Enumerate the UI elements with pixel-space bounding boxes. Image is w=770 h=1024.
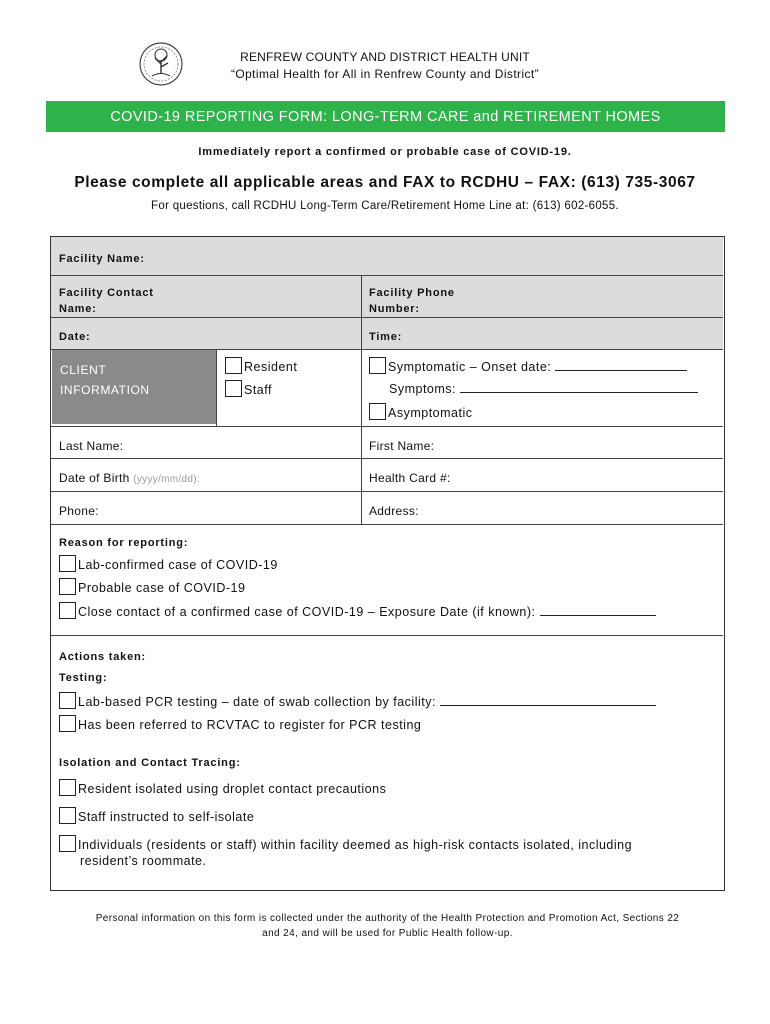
dob-label: Date of Birth (yyyy/mm/dd): xyxy=(59,471,200,485)
testing-pcr[interactable]: Lab-based PCR testing – date of swab collection by facility: xyxy=(59,692,656,709)
resident-option[interactable]: Resident xyxy=(225,357,297,374)
phone-label: Phone: xyxy=(59,504,99,518)
reason-close-contact[interactable]: Close contact of a confirmed case of COVID-19 – Exposure Date (if known): xyxy=(59,602,656,619)
reporting-form xyxy=(50,236,725,891)
org-tagline: “Optimal Health for All in Renfrew County and District” xyxy=(230,67,540,81)
symptoms-field-row: Symptoms: xyxy=(389,382,698,396)
staff-option[interactable]: Staff xyxy=(225,380,272,397)
referred-checkbox[interactable] xyxy=(59,715,76,732)
pcr-testing-checkbox[interactable] xyxy=(59,692,76,709)
dob-format-hint: (yyyy/mm/dd): xyxy=(133,474,200,485)
staff-checkbox[interactable] xyxy=(225,380,242,397)
probable-checkbox[interactable] xyxy=(59,578,76,595)
isolation-high-risk-continued: resident’s roommate. xyxy=(80,854,207,868)
address-label: Address: xyxy=(369,504,419,518)
privacy-footer: Personal information on this form is collected under the authority of the Health Protection and Promotion Act, Sections 22 and 24, and will be used for Public Health follow-up. xyxy=(95,913,680,939)
reason-lab-confirmed[interactable]: Lab-confirmed case of COVID-19 xyxy=(59,555,278,572)
reason-heading: Reason for reporting: xyxy=(59,537,189,549)
date-label: Date: xyxy=(59,331,91,343)
testing-referred[interactable]: Has been referred to RCVTAC to register for PCR testing xyxy=(59,715,421,732)
symptomatic-checkbox[interactable] xyxy=(369,357,386,374)
lab-confirmed-checkbox[interactable] xyxy=(59,555,76,572)
swab-date-field[interactable] xyxy=(440,696,656,706)
staff-self-isolate-checkbox[interactable] xyxy=(59,807,76,824)
isolation-high-risk[interactable]: Individuals (residents or staff) within facility deemed as high-risk contacts isolated, including xyxy=(59,835,632,852)
resident-checkbox[interactable] xyxy=(225,357,242,374)
time-label: Time: xyxy=(369,331,403,343)
last-name-label: Last Name: xyxy=(59,439,124,453)
close-contact-checkbox[interactable] xyxy=(59,602,76,619)
fax-instruction: Please complete all applicable areas and FAX to RCDHU – FAX: (613) 735-3067 xyxy=(74,174,696,191)
facility-phone-label: Facility Phone Number: xyxy=(369,287,455,315)
org-name: RENFREW COUNTY AND DISTRICT HEALTH UNIT xyxy=(240,50,530,64)
health-card-label: Health Card #: xyxy=(369,471,451,485)
facility-name-label: Facility Name: xyxy=(59,253,145,265)
exposure-date-field[interactable] xyxy=(540,606,656,616)
isolation-resident[interactable]: Resident isolated using droplet contact precautions xyxy=(59,779,386,796)
high-risk-contacts-checkbox[interactable] xyxy=(59,835,76,852)
client-information-header: CLIENT INFORMATION xyxy=(52,350,216,424)
first-name-label: First Name: xyxy=(369,439,435,453)
reason-probable[interactable]: Probable case of COVID-19 xyxy=(59,578,245,595)
asymptomatic-checkbox[interactable] xyxy=(369,403,386,420)
report-notice: Immediately report a confirmed or probable case of COVID-19. xyxy=(198,146,572,158)
facility-contact-label: Facility Contact Name: xyxy=(59,287,154,315)
onset-date-field[interactable] xyxy=(555,361,687,371)
actions-heading: Actions taken: xyxy=(59,651,146,663)
resident-isolated-checkbox[interactable] xyxy=(59,779,76,796)
asymptomatic-option[interactable]: Asymptomatic xyxy=(369,403,473,420)
questions-line: For questions, call RCDHU Long-Term Care/Retirement Home Line at: (613) 602-6055. xyxy=(151,200,619,212)
form-title-banner: COVID-19 REPORTING FORM: LONG-TERM CARE and RETIREMENT HOMES xyxy=(46,101,725,132)
isolation-heading: Isolation and Contact Tracing: xyxy=(59,757,241,769)
symptoms-field[interactable] xyxy=(460,383,698,393)
symptomatic-option[interactable]: Symptomatic – Onset date: xyxy=(369,357,687,374)
isolation-staff[interactable]: Staff instructed to self-isolate xyxy=(59,807,254,824)
testing-heading: Testing: xyxy=(59,672,108,684)
